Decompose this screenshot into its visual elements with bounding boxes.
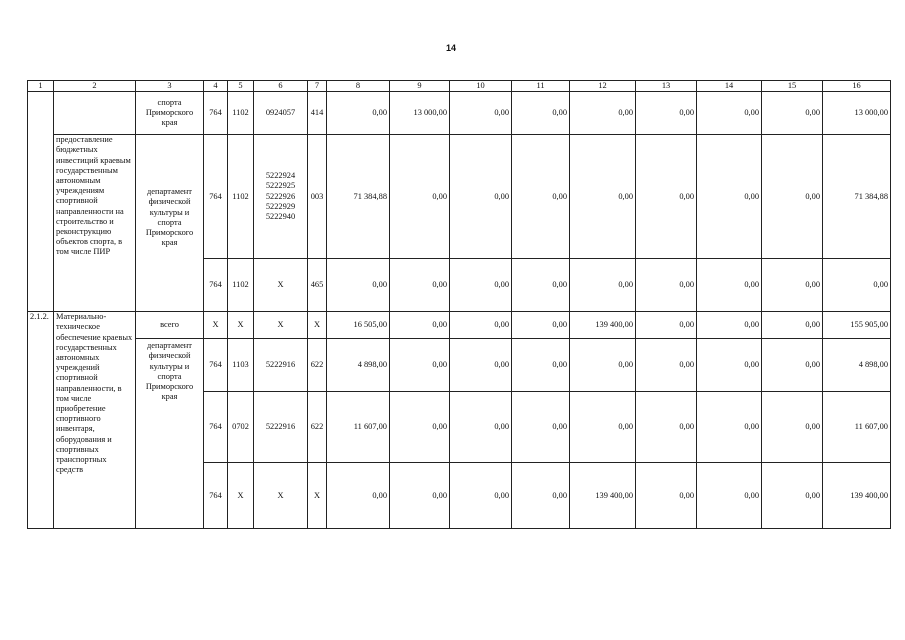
column-header: 10 xyxy=(450,81,512,92)
code-cell: 1102 xyxy=(228,259,254,312)
column-header: 6 xyxy=(254,81,308,92)
value-cell: 0,00 xyxy=(512,259,570,312)
code-cell: X xyxy=(254,312,308,339)
value-cell: 0,00 xyxy=(697,463,762,529)
code-cell: 764 xyxy=(204,339,228,392)
value-cell: 0,00 xyxy=(636,135,697,259)
code-cell: 764 xyxy=(204,259,228,312)
value-cell: 0,00 xyxy=(512,312,570,339)
value-cell: 139 400,00 xyxy=(570,312,636,339)
value-cell: 0,00 xyxy=(762,135,823,259)
column-header: 12 xyxy=(570,81,636,92)
value-cell: 0,00 xyxy=(450,92,512,135)
code-cell: 764 xyxy=(204,463,228,529)
code-cell: 1102 xyxy=(228,92,254,135)
code-list-cell xyxy=(254,135,308,259)
value-cell: 0,00 xyxy=(762,312,823,339)
table-row xyxy=(28,92,891,135)
value-cell: 0,00 xyxy=(762,392,823,463)
value-cell: 0,00 xyxy=(762,92,823,135)
value-cell: 71 384,88 xyxy=(823,135,891,259)
department-cell: департамент физической культуры и спорта Приморского края xyxy=(136,339,204,529)
value-cell: 0,00 xyxy=(390,259,450,312)
value-cell: 0,00 xyxy=(636,392,697,463)
department-cell: спорта Приморского края xyxy=(136,92,204,135)
table-row xyxy=(28,339,891,392)
code-cell: 003 xyxy=(308,135,327,259)
value-cell: 0,00 xyxy=(570,92,636,135)
column-header: 8 xyxy=(327,81,390,92)
value-cell: 0,00 xyxy=(636,259,697,312)
code-cell: X xyxy=(254,463,308,529)
code-item: 5222929 xyxy=(265,201,296,211)
value-cell: 0,00 xyxy=(823,259,891,312)
value-cell: 0,00 xyxy=(762,339,823,392)
value-cell: 0,00 xyxy=(697,392,762,463)
code-cell: 764 xyxy=(204,135,228,259)
code-cell: X xyxy=(308,312,327,339)
code-cell: 0924057 xyxy=(254,92,308,135)
value-cell: 155 905,00 xyxy=(823,312,891,339)
value-cell: 0,00 xyxy=(512,92,570,135)
value-cell: 0,00 xyxy=(636,339,697,392)
value-cell: 0,00 xyxy=(390,135,450,259)
code-cell: X xyxy=(308,463,327,529)
code-cell: X xyxy=(228,463,254,529)
description-cell: Материально-техническое обеспечение краевых государственных автономных учреждений спортивной направленности, в том числе приобретение спортивного инвентаря, оборудования и спортивных транспортных средств xyxy=(54,312,136,529)
value-cell: 0,00 xyxy=(697,339,762,392)
value-cell: 0,00 xyxy=(327,92,390,135)
column-header: 2 xyxy=(54,81,136,92)
column-header: 1 xyxy=(28,81,54,92)
value-cell: 0,00 xyxy=(450,463,512,529)
code-cell: X xyxy=(204,312,228,339)
value-cell: 0,00 xyxy=(450,392,512,463)
value-cell: 0,00 xyxy=(697,312,762,339)
code-item: 5222926 xyxy=(265,191,296,201)
value-cell: 0,00 xyxy=(636,312,697,339)
value-cell: 0,00 xyxy=(570,259,636,312)
code-item: 5222940 xyxy=(265,212,296,221)
code-cell: 5222916 xyxy=(254,339,308,392)
column-header: 15 xyxy=(762,81,823,92)
value-cell: 0,00 xyxy=(512,392,570,463)
department-cell: всего xyxy=(136,312,204,339)
value-cell: 139 400,00 xyxy=(570,463,636,529)
table-row xyxy=(28,312,891,339)
value-cell: 0,00 xyxy=(697,259,762,312)
value-cell: 0,00 xyxy=(512,339,570,392)
value-cell: 4 898,00 xyxy=(327,339,390,392)
code-cell: 1102 xyxy=(228,135,254,259)
value-cell: 0,00 xyxy=(390,392,450,463)
value-cell: 11 607,00 xyxy=(823,392,891,463)
value-cell: 139 400,00 xyxy=(823,463,891,529)
table-row xyxy=(28,135,891,259)
code-cell: X xyxy=(228,312,254,339)
value-cell: 0,00 xyxy=(450,259,512,312)
code-item: 5222925 xyxy=(265,181,296,191)
code-item: 5222924 xyxy=(265,171,296,181)
code-cell: X xyxy=(254,259,308,312)
column-header: 9 xyxy=(390,81,450,92)
code-cell: 764 xyxy=(204,392,228,463)
page-number: 14 xyxy=(446,43,457,53)
code-cell: 5222916 xyxy=(254,392,308,463)
description-cell: предоставление бюджетных инвестиций краевым государственным автономным учреждениям спортивной направленности на строительство и реконструкцию объектов спорта, в том числе ПИР xyxy=(54,135,136,312)
code-cell: 622 xyxy=(308,339,327,392)
code-cell: 414 xyxy=(308,92,327,135)
column-header: 7 xyxy=(308,81,327,92)
value-cell: 0,00 xyxy=(636,463,697,529)
header-row xyxy=(28,81,891,92)
row-number-cell: 2.1.2. xyxy=(28,312,54,529)
code-cell: 465 xyxy=(308,259,327,312)
code-cell: 622 xyxy=(308,392,327,463)
column-header: 5 xyxy=(228,81,254,92)
value-cell: 0,00 xyxy=(450,312,512,339)
value-cell: 0,00 xyxy=(762,259,823,312)
value-cell: 16 505,00 xyxy=(327,312,390,339)
code-cell: 0702 xyxy=(228,392,254,463)
value-cell: 0,00 xyxy=(570,392,636,463)
code-cell: 764 xyxy=(204,92,228,135)
description-cell xyxy=(54,92,136,135)
value-cell: 0,00 xyxy=(697,92,762,135)
budget-table xyxy=(27,80,891,529)
column-header: 4 xyxy=(204,81,228,92)
column-header: 16 xyxy=(823,81,891,92)
value-cell: 0,00 xyxy=(512,463,570,529)
value-cell: 11 607,00 xyxy=(327,392,390,463)
column-header: 13 xyxy=(636,81,697,92)
value-cell: 71 384,88 xyxy=(327,135,390,259)
column-header: 14 xyxy=(697,81,762,92)
value-cell: 0,00 xyxy=(327,463,390,529)
value-cell: 0,00 xyxy=(390,339,450,392)
value-cell: 0,00 xyxy=(450,135,512,259)
column-header: 11 xyxy=(512,81,570,92)
value-cell: 0,00 xyxy=(390,463,450,529)
value-cell: 0,00 xyxy=(390,312,450,339)
value-cell: 0,00 xyxy=(636,92,697,135)
value-cell: 0,00 xyxy=(762,463,823,529)
value-cell: 0,00 xyxy=(327,259,390,312)
department-cell: департамент физической культуры и спорта Приморского края xyxy=(136,135,204,312)
value-cell: 0,00 xyxy=(450,339,512,392)
value-cell: 0,00 xyxy=(570,339,636,392)
value-cell: 0,00 xyxy=(512,135,570,259)
row-number-cell xyxy=(28,92,54,312)
value-cell: 4 898,00 xyxy=(823,339,891,392)
column-header: 3 xyxy=(136,81,204,92)
code-cell: 1103 xyxy=(228,339,254,392)
value-cell: 0,00 xyxy=(570,135,636,259)
value-cell: 13 000,00 xyxy=(390,92,450,135)
value-cell: 0,00 xyxy=(697,135,762,259)
value-cell: 13 000,00 xyxy=(823,92,891,135)
